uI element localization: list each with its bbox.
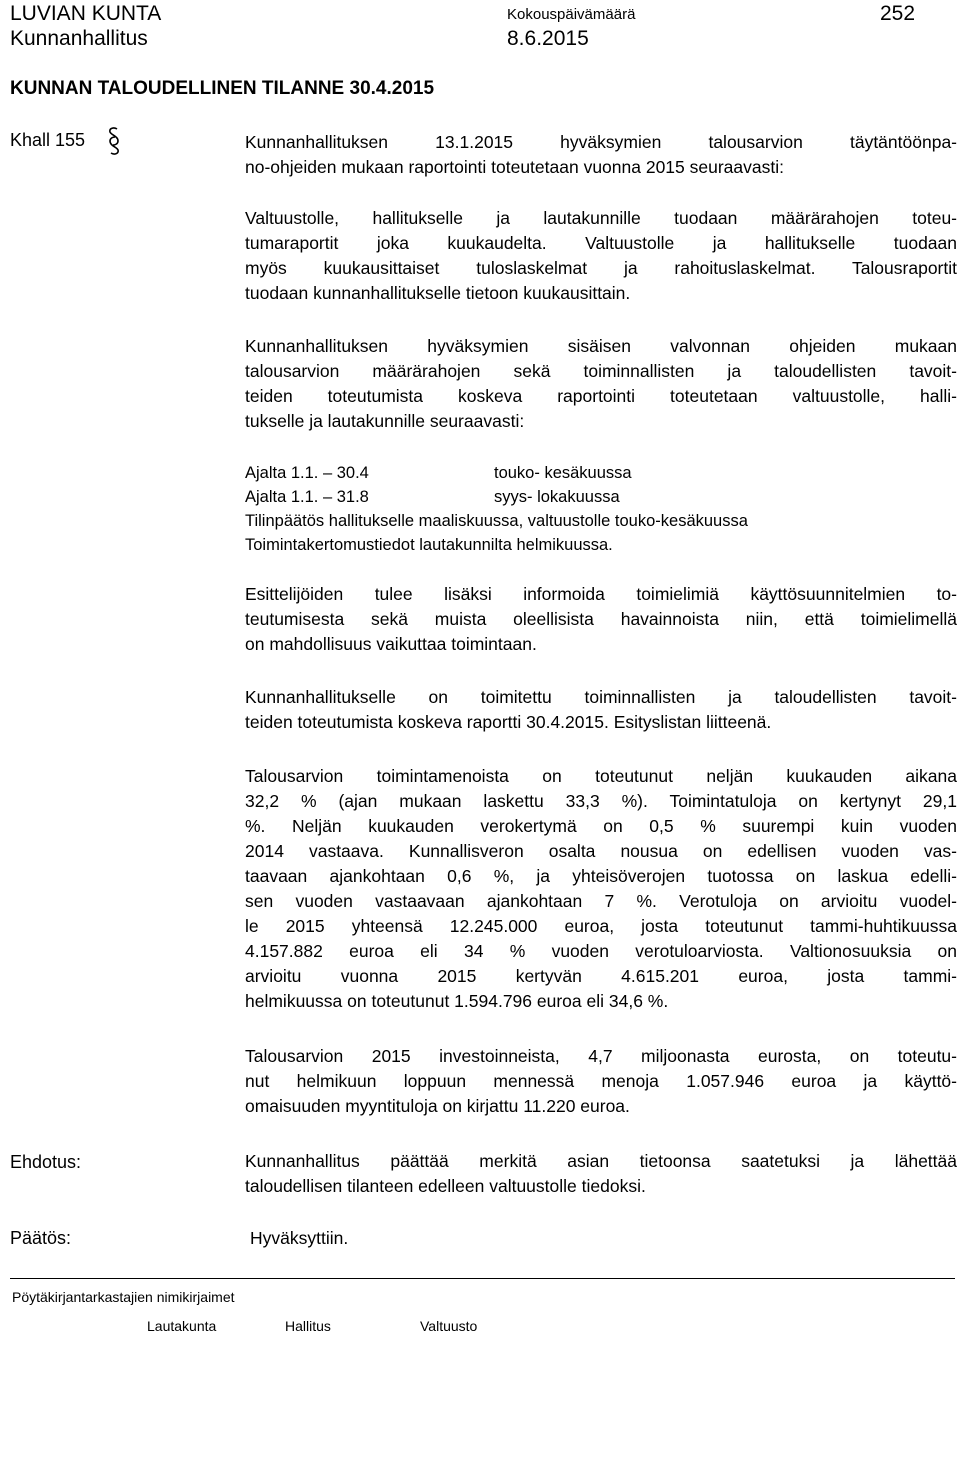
text-line: Kunnanhallitus päättää merkitä asian tietoonsa saatetuksi ja lähettää — [245, 1151, 957, 1171]
schedule-period: Ajalta 1.1. – 31.8 — [245, 488, 369, 506]
text-line: Kunnanhallitukselle on toimitettu toiminnallisten ja taloudellisten tavoit- — [245, 687, 957, 707]
text-line: le 2015 yhteensä 12.245.000 euroa, josta toteutunut tammi-huhtikuussa — [245, 916, 957, 936]
reporting-paragraph — [245, 206, 957, 306]
footer-divider — [10, 1278, 955, 1279]
schedule-line: Tilinpäätös hallitukselle maaliskuussa, valtuustolle touko-kesäkuussa — [245, 512, 748, 530]
board-name: Kunnanhallitus — [10, 27, 148, 50]
report-delivered-paragraph — [245, 685, 957, 735]
footer-column-lautakunta: Lautakunta — [147, 1318, 217, 1334]
footer-column-hallitus: Hallitus — [285, 1318, 331, 1334]
text-line: Kunnanhallituksen 13.1.2015 hyväksymien talousarvion täytäntöönpa- — [245, 132, 957, 152]
text-line: teutumisesta sekä muista oleellisista havainnoista niin, että toimielimellä — [245, 609, 957, 629]
budget-status-paragraph — [245, 764, 957, 1014]
reporting-schedule — [245, 461, 957, 557]
text-line: 2014 vastaava. Kunnallisveron osalta nousua on edellisen vuoden vas- — [245, 841, 957, 861]
text-line: talousarvion määrärahojen sekä toiminnallisten ja taloudellisten tavoit- — [245, 361, 957, 381]
text-line: arvioitu vuonna 2015 kertyvän 4.615.201 euroa, josta tammi- — [245, 966, 957, 986]
text-line: taloudellisen tilanteen edelleen valtuustolle tiedoksi. — [245, 1176, 646, 1196]
text-line: 32,2 % (ajan mukaan laskettu 33,3 %). Toimintatuloja on kertynyt 29,1 — [245, 791, 957, 811]
text-line: helmikuussa on toteutunut 1.594.796 euroa eli 34,6 %. — [245, 991, 669, 1011]
internal-control-paragraph — [245, 334, 957, 434]
text-line: 4.157.882 euroa eli 34 % vuoden verotuloarviosta. Valtionosuuksia on — [245, 941, 957, 961]
proposal-text — [245, 1149, 957, 1199]
text-line: nut helmikuun loppuun mennessä menoja 1.057.946 euroa ja käyttö- — [245, 1071, 957, 1091]
decision-text: Hyväksyttiin. — [250, 1228, 349, 1248]
text-line: omaisuuden myyntituloja on kirjattu 11.220 euroa. — [245, 1096, 630, 1116]
schedule-line: Toimintakertomustiedot lautakunnilta helmikuussa. — [245, 536, 613, 554]
text-line: Kunnanhallituksen hyväksymien sisäisen valvonnan ohjeiden mukaan — [245, 336, 957, 356]
meeting-date-label: Kokouspäivämäärä — [507, 6, 636, 23]
footer-column-valtuusto: Valtuusto — [420, 1318, 478, 1334]
text-line: tuodaan kunnanhallitukselle tietoon kuukausittain. — [245, 283, 631, 303]
page-number: 252 — [880, 2, 916, 25]
case-label: Khall 155 — [10, 130, 86, 150]
text-line: taavaan ajankohtaan 0,6 %, ja yhteisöverojen tuotossa on laskua edelli- — [245, 866, 957, 886]
text-line: on mahdollisuus vaikuttaa toimintaan. — [245, 634, 537, 654]
schedule-when: touko- kesäkuussa — [494, 464, 632, 482]
meeting-date: 8.6.2015 — [507, 27, 589, 50]
text-line: teiden toteutumista koskeva raportointi toteutetaan valtuustolle, halli- — [245, 386, 957, 406]
text-line: myös kuukausittaiset tuloslaskelmat ja rahoituslaskelmat. Talousraportit — [245, 258, 957, 278]
schedule-when: syys- lokakuussa — [494, 488, 620, 506]
initials-label: Pöytäkirjantarkastajien nimikirjaimet — [12, 1289, 235, 1305]
text-line: tumaraportit joka kuukaudelta. Valtuustolle ja hallitukselle tuodaan — [245, 233, 957, 253]
text-line: Talousarvion toimintamenoista on toteutunut neljän kuukauden aikana — [245, 766, 957, 786]
text-line: tukselle ja lautakunnille seuraavasti: — [245, 411, 525, 431]
municipality-name: LUVIAN KUNTA — [10, 2, 162, 25]
text-line: no-ohjeiden mukaan raportointi toteutetaan vuonna 2015 seuraavasti: — [245, 157, 784, 177]
schedule-row — [245, 485, 957, 509]
proposal-label: Ehdotus: — [10, 1152, 82, 1172]
text-line: sen vuoden vastaavaan ajankohtaan 7 %. Verotuloja on arvioitu vuodel- — [245, 891, 957, 911]
schedule-row — [245, 461, 957, 485]
schedule-period: Ajalta 1.1. – 30.4 — [245, 464, 369, 482]
text-line: Valtuustolle, hallitukselle ja lautakunnille tuodaan määrärahojen toteu- — [245, 208, 957, 228]
presenters-paragraph — [245, 582, 957, 657]
text-line: %. Neljän kuukauden verokertymä on 0,5 % suurempi kuin vuoden — [245, 816, 957, 836]
text-line: teiden toteutumista koskeva raportti 30.4.2015. Esityslistan liitteenä. — [245, 712, 772, 732]
decision-label: Päätös: — [10, 1228, 72, 1248]
page-title: KUNNAN TALOUDELLINEN TILANNE 30.4.2015 — [10, 78, 435, 99]
investments-paragraph — [245, 1044, 957, 1119]
text-line: Talousarvion 2015 investoinneista, 4,7 miljoonasta eurosta, on toteutu- — [245, 1046, 957, 1066]
intro-paragraph — [245, 130, 957, 180]
text-line: Esittelijöiden tulee lisäksi informoida toimielimiä käyttösuunnitelmien to- — [245, 584, 957, 604]
section-sign-icon — [106, 126, 122, 156]
